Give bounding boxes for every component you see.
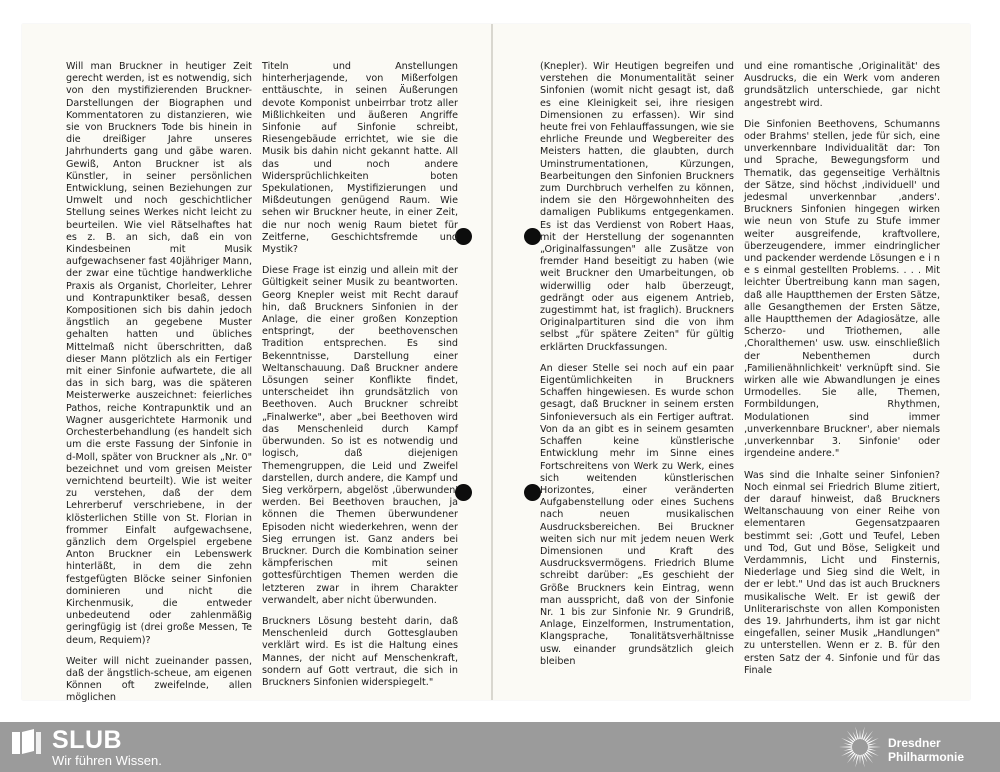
logo-ray [868,743,877,746]
logo-ray [859,755,860,764]
logo-ray [843,748,852,751]
paragraph: Weiter will nicht zueinander passen, daß der ängstlich-scheue, am eigenen Können oft zweifelnde, allen möglichen [66,655,252,704]
paragraph: Bruckners Lösung besteht darin, daß Menschenleid durch Gottesglauben verklärt wird. Es ist die Haltung eines Mannes, der nicht auf Menschenkraft, sondern auf Gott vertraut, die sich in Bruckners Sinfonien widerspiegelt." [262,615,458,688]
punch-hole [524,228,541,245]
slub-logo-icon [12,729,42,755]
paragraph: Diese Frage ist einzig und allein mit der Gültigkeit seiner Musik zu beantworten. Georg Knepler weist mit Recht darauf hin, daß Bruckners Sinfonien in der Anlage, die einer großen Konzeption entspringt, der beethovenschen Tradition entsprechen. Es sind Bekenntnisse, Darstellung einer Weltanschauung. Daß Bruckner andere Lösungen seiner Konflikte findet, unterscheidet ihn grundsätzlich von Beethoven. Auch Bruckner schreibt „Finalwerke", aber „bei Beethoven wird das Menschenleid durch Kampf überwunden. So ist es notwendig und logisch, daß diejenigen Themengruppen, die Leid und Zweifel darstellen, durch andere, die Kampf und Sieg verkörpern, abgelöst ‚überwunden' werden. Bei Beethoven brauchen, ja können die Themen überwundener Episoden nicht wiederkehren, wenn der Sieg errungen ist. Ganz anders bei Bruckner. Durch die Kombination seiner kämpferischen mit seinen gottesfürchtigen Themen werden die letzteren zwar in ihrem Charakter verwandelt, aber nicht überwunden. [262,265,458,606]
partner-line-2: Philharmonie [888,750,965,764]
page-fold [491,24,493,700]
paragraph: (Knepler). Wir Heutigen begreifen und verstehen die Monumentalität seiner Sinfonien (womit nicht gesagt ist, daß es eine Kleinigkeit sei, ihre riesigen Dimensionen zu erfassen). Wir sind heute frei von Fehlauffassungen, wie sie ehrliche Freunde und Wegbereiter des Meisters hatten, die glaubten, durch Uminstrumentationen, Kürzungen, Bearbeitungen den Sinfonien Bruckners zum Durchbruch verhelfen zu können, indem sie den Hörgewohnheiten des damaligen Publikums entgegenkamen. Es ist das Verdienst von Robert Haas, mit der Herstellung der sogenannten „Originalfassungen" alle Zusätze von fremder Hand beseitigt zu haben (wie weit Bruckner den Umarbeitungen, ob widerwillig oder halb überzeugt, gedrängt oder aus eigenem Antrieb, zugestimmt hat, ist fraglich). Bruckners Originalpartituren sind die von ihm selbst „für spätere Zeiten" für gültig erklärten Druckfassungen. [540,61,734,353]
philharmonie-logo-icon [838,725,882,769]
text-column-3 [540,61,734,677]
logo-ray [847,751,855,757]
paragraph: und eine romantische ‚Originalität' des Ausdrucks, die ein Werk vom anderen grundsätzlich unterschiede, gar nicht angestrebt wird. [744,61,940,109]
logo-ray [868,748,877,751]
logo-ray [867,750,879,756]
logo-ray [839,746,852,747]
logo-ray [867,738,879,744]
partner-line-1: Dresdner [888,736,941,750]
partner-name [888,736,964,764]
text-column-1 [66,61,252,714]
logo-ray [868,746,881,747]
text-column-4 [744,61,940,686]
logo-ray [841,738,853,744]
paragraph: Die Sinfonien Beethovens, Schumanns oder Brahms' stellen, jede für sich, eine unverkennbare Individualität dar: Ton und Sprache, Bewegungsform und Thematik, das gegenseitige Verhältnis der Sätze, sind höchst ‚individuell' und jedesmal unverkennbar ‚anders'. Bruckners Sinfonien hingegen wirken wie neun von Stufe zu Stufe immer weiter ausgreifende, kraftvollere, überzeugendere, immer eindringlicher und packender werdende Lösungen e i n e s einmal gestellten Problems. . . . Mit leichter Übertreibung kann man sagen, daß alle Hauptthemen der Ersten Sätze, alle Gesangthemen der Ersten Sätze, alle Hauptthemen der Adagiosätze, alle Scherzo- und Triothemen, alle ‚Choralthemen' usw. usw. einschließlich der Nebenthemen durch ‚Familienähnlichkeit' verknüpft sind. Sie wirken alle wie Abwandlungen je eines Urmodelles. Sie alle, Themen, Formbildungen, Rhythmen, Modulationen sind immer ‚unverkennbare Bruckner', aber niemals ‚unverkennbar 3. Sinfonie' oder irgendeine andere." [744,118,940,460]
punch-hole [524,484,541,501]
logo-ray [859,730,860,739]
footer-bar [0,722,1000,772]
paragraph: Will man Bruckner in heutiger Zeit gerecht werden, ist es notwendig, sich von den mystifizierenden Bruckner-Darstellungen der Biographen und Kommentatoren zu distanzieren, wie sie von Bruckners Tode bis hinein in die dreißiger Jahre unseres Jahrhunderts gang und gäbe waren. Gewiß, Anton Bruckner ist als Künstler, in seiner persönlichen Entwicklung, seinen Beziehungen zur Umwelt und noch geschichtlicher Stellung seines Werkes nicht leicht zu beurteilen. Wie viel Rätselhaftes hat es z. B. an sich, daß ein von Kindesbeinen mit Musik aufgewachsener fast 40jähriger Mann, der zwar eine tüchtige handwerkliche Praxis als Organist, Chorleiter, Lehrer und Kontrapunktiker besaß, dessen Kompositionen sich bis dahin jedoch ängstlich an gegebene Muster gehalten hatten und übliches Mittelmaß nicht überschritten, daß dieser Mann plötzlich als ein Fertiger mit einer Sinfonie aufwartete, die all das in sich barg, was die späteren Meisterwerke auszeichnet: feierliches Pathos, reiche Kontrapunktik und an Wagner ausgerichtete Harmonik und Orchesterbehandlung (es handelt sich um die erste Fassung der Sinfonie in d-Moll, später von Bruckner als „Nr. 0" bezeichnet und vom greisen Meister vernichtend beurteilt). Wie ist weiter zu verstehen, daß der dem Lehrerberuf verschriebene, in der klösterlichen Stille von St. Florian in frommer Einfalt aufgewachsene, gänzlich dem Orgelspiel ergebene Anton Bruckner ein Lebenswerk hinterläßt, in dem die zehn festgefügten Blöcke seiner Sinfonien dominieren und nicht die Kirchenmusik, die entweder unbedeutend oder zahlenmäßig geringfügig ist (drei große Messen, Te deum, Requiem)? [66,61,252,646]
paragraph: Was sind die Inhalte seiner Sinfonien? Noch einmal sei Friedrich Blume zitiert, der darauf hinweist, daß Bruckners Weltanschauung von einer Reihe von elementaren Gegensatzpaaren bestimmt sei: ‚Gott und Teufel, Leben und Tod, Gut und Böse, Seligkeit und Verdammnis, Licht und Finsternis, Niederlage und Sieg sind die Welt, in der er lebt." Und das ist auch Bruckners musikalische Welt. Er ist gewiß der Unliterarischste von allen Komponisten des 19. Jahrhunderts, ihm ist gar nicht eingefallen, seiner Musik „Handlungen" zu unterstellen. Wenn er z. B. für den ersten Satz der 4. Sinfonie und für das Finale [744,469,940,676]
logo-ray [841,750,853,756]
logo-ray [866,751,874,757]
slub-tagline: Wir führen Wissen. [52,753,162,768]
paragraph: An dieser Stelle sei noch auf ein paar Eigentümlichkeiten in Bruckners Schaffen hingewiesen. Es wurde schon gesagt, daß Bruckner in seinem ersten Sinfonieversuch als ein Fertiger auftrat. Von da an gibt es in seinem gesamten Schaffen keine künstlerische Entwicklung mehr im Sinne eines Fortschreitens von Werk zu Werk, eines sich weitenden künstlerischen Horizontes, einer veränderten Aufgabenstellung oder eines Suchens nach neuen musikalischen Ausdrucksbereichen. Bei Bruckner weiten sich nur mit jedem neuen Werk Dimensionen und Kraft des Ausdrucksvermögens. Friedrich Blume schreibt darüber: „Es geschieht der Größe Bruckners kein Eintrag, wenn man ausspricht, daß von der Sinfonie Nr. 1 bis zur Sinfonie Nr. 9 Grundriß, Anlage, Einzelformen, Instrumentation, Klangsprache, Tonalitätsverhältnisse usw. einander grundsätzlich gleich bleiben [540,362,734,667]
logo-ray [847,736,855,742]
paragraph: Titeln und Anstellungen hinterherjagende, von Mißerfolgen enttäuschte, in seinen Äußerungen devote Komponist unbeirrbar trotz aller Mißlichkeiten und äußeren Angriffe Sinfonie auf Sinfonie schreibt, Riesengebäude errichtet, wie sie die Musik bis dahin nicht gekannt hatte. All das und noch andere Widersprüchlichkeiten boten Spekulationen, Mystifizierungen und Mißdeutungen genügend Raum. Wie sehen wir Bruckner heute, in einer Zeit, die nur noch wenig Raum bietet für Zeitferne, Geschichtsfremde und Mystik? [262,61,458,256]
text-column-2 [262,61,458,698]
slub-brand: SLUB [52,726,123,754]
logo-ray [843,743,852,746]
logo-ray [866,736,874,742]
